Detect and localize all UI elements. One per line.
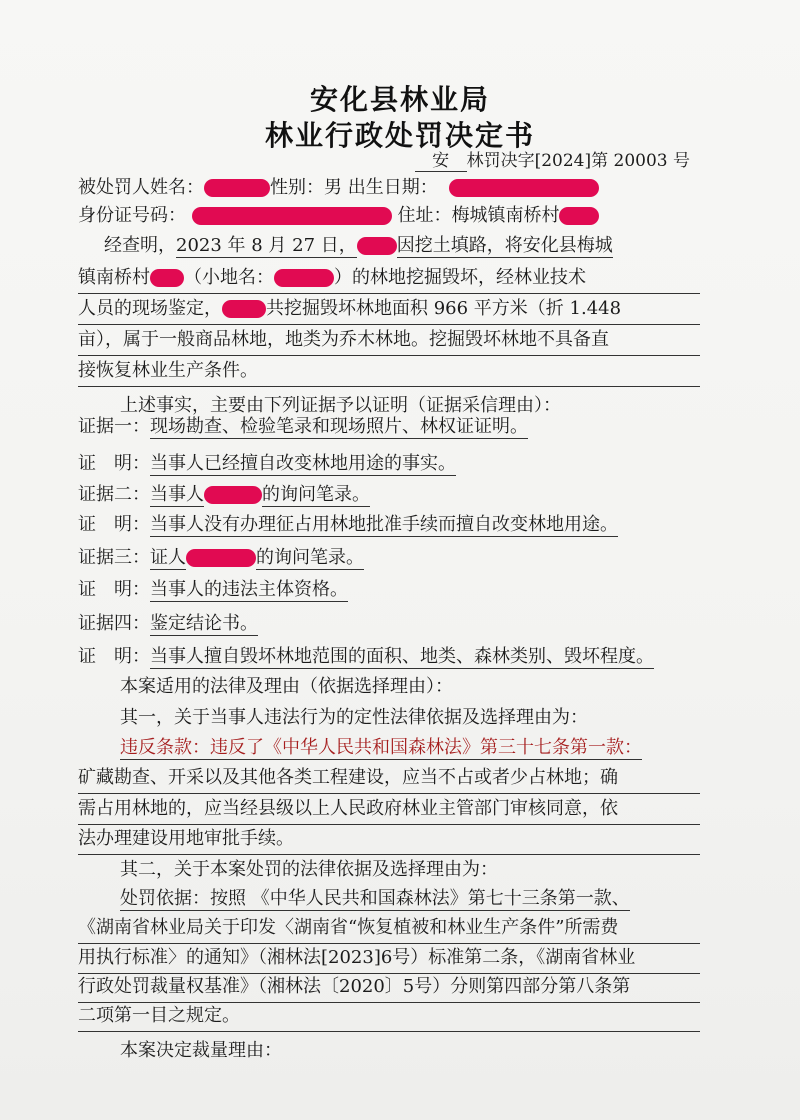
redaction-mark: [204, 486, 262, 504]
law-first: 其一，关于当事人违法行为的定性法律依据及选择理由为：: [120, 707, 588, 728]
evidence-3: 证据三：证人 的询问笔录。: [78, 547, 364, 568]
proof-1: 证 明：当事人已经擅自改变林地用途的事实。: [78, 453, 456, 474]
proof-3: 证 明：当事人的违法主体资格。: [78, 579, 348, 600]
basis-line-1: 处罚依据：按照 《中华人民共和国森林法》第七十三条第一款、: [120, 888, 630, 909]
redaction-mark: [449, 179, 599, 197]
redaction-mark: [357, 237, 397, 255]
proof-2: 证 明：当事人没有办理征占用林地批准手续而擅自改变林地用途。: [78, 514, 618, 535]
document-title: 林业行政处罚决定书: [264, 119, 535, 152]
basis-line-5: 二项第一目之规定。: [78, 1001, 700, 1032]
document-number: [415, 146, 690, 172]
violation-line-4: 法办理建设用地审批手续。: [78, 824, 700, 855]
basis-line-4: 行政处罚裁量权基准》（湘林法〔2020〕5号）分则第四部分第八条第: [78, 972, 700, 1003]
facts-line-1: 经查明，2023 年 8 月 27 日， 因挖土填路，将安化县梅城: [104, 235, 613, 256]
evidence-intro: 上述事实，主要由下列证据予以证明（证据采信理由）：: [120, 395, 561, 416]
redaction-mark: [192, 207, 392, 225]
proof-4: 证 明：当事人擅自毁坏林地范围的面积、地类、森林类别、毁坏程度。: [78, 646, 654, 667]
facts-line-4: 亩），属于一般商品林地，地类为乔木林地。挖掘毁坏林地不具备直: [78, 325, 700, 356]
basis-line-3: 用执行标准〉的通知》（湘林法[2023]6号）标准第二条，《湖南省林业: [78, 943, 700, 974]
redaction-mark: [559, 207, 599, 225]
redaction-mark: [274, 269, 334, 287]
party-line-2: 身份证号码： 住址：梅城镇南桥村: [78, 201, 700, 231]
redaction-mark: [222, 300, 266, 318]
discretion-heading: 本案决定裁量理由：: [120, 1040, 282, 1061]
redaction-mark: [204, 179, 270, 197]
facts-line-2: 镇南桥村 （小地名： ）的林地挖掘毁坏，经林业技术: [78, 263, 700, 294]
evidence-4: 证据四：鉴定结论书。: [78, 613, 258, 634]
evidence-2: 证据二：当事人 的询问笔录。: [78, 484, 370, 505]
agency-title: 安化县林业局: [309, 83, 490, 116]
basis-line-2: 《湖南省林业局关于印发〈湖南省“恢复植被和林业生产条件”所需费: [78, 913, 700, 944]
violation-line-3: 需占用林地的，应当经县级以上人民政府林业主管部门审核同意，依: [78, 794, 700, 825]
doc-number-text: 林罚决字[2024]第 20003 号: [466, 151, 690, 171]
redaction-mark: [186, 549, 256, 567]
doc-prefix: 安: [415, 146, 467, 172]
law-intro: 本案适用的法律及理由（依据选择理由）：: [120, 676, 453, 697]
facts-line-5: 接恢复林业生产条件。: [78, 356, 700, 387]
law-second: 其二，关于本案处罚的法律依据及选择理由为：: [120, 859, 498, 880]
redaction-mark: [150, 269, 184, 287]
violation-line-2: 矿藏勘查、开采以及其他各类工程建设，应当不占或者少占林地；确: [78, 763, 700, 794]
evidence-1: 证据一：现场勘查、检验笔录和现场照片、林权证证明。: [78, 416, 528, 437]
facts-line-3: 人员的现场鉴定， 共挖掘毁坏林地面积 966 平方米（折 1.448: [78, 294, 700, 325]
violation-line-1: 违反条款：违反了《中华人民共和国森林法》第三十七条第一款：: [120, 737, 642, 758]
party-line-1: 被处罚人姓名： 性别：男 出生日期：: [78, 173, 700, 203]
